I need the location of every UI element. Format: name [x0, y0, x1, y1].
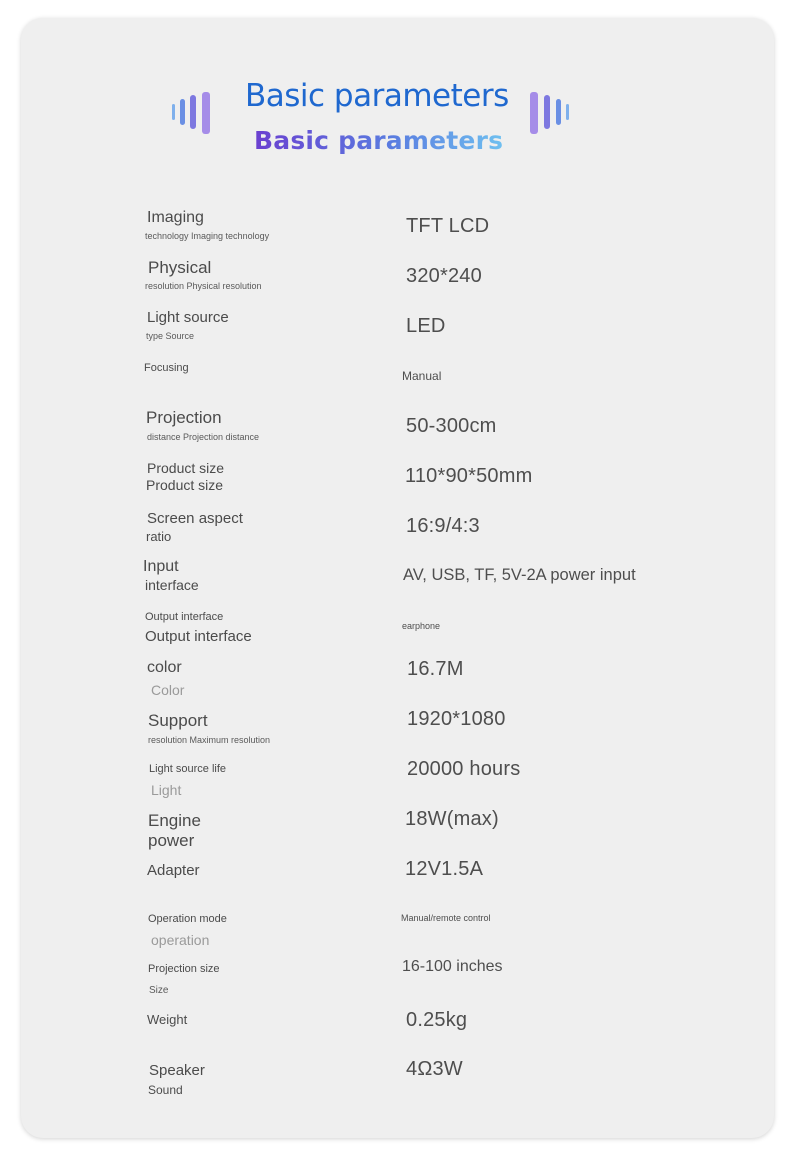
header: [0, 0, 800, 170]
param-value: 320*240: [406, 265, 482, 287]
param-sublabel: Product size: [146, 477, 224, 493]
param-sublabel: type Source: [146, 331, 195, 341]
param-label: Imaging: [147, 209, 204, 226]
param-sublabel: Light: [151, 782, 182, 798]
param-value: Manual/remote control: [401, 913, 491, 923]
param-label: Operation mode: [148, 913, 227, 925]
param-label: Product size: [147, 460, 225, 476]
param-label: Input: [143, 558, 179, 575]
param-value: 16:9/4:3: [406, 515, 480, 537]
parameters-card: [21, 18, 774, 1138]
param-label: Weight: [147, 1012, 188, 1027]
param-sublabel: operation: [151, 932, 210, 948]
param-label: Light source: [147, 309, 229, 326]
param-value: 4Ω3W: [406, 1058, 463, 1080]
param-sublabel: technology Imaging technology: [145, 231, 270, 241]
param-value: 50-300cm: [406, 415, 497, 437]
param-label: color: [147, 659, 182, 676]
param-value: earphone: [402, 621, 441, 631]
param-sublabel: Output interface: [145, 628, 252, 645]
param-value: 20000 hours: [407, 758, 521, 780]
param-value: 16-100 inches: [402, 958, 503, 975]
param-sublabel: resolution Maximum resolution: [148, 735, 271, 745]
left-bars-icon: [172, 90, 222, 134]
param-value: 12V1.5A: [405, 858, 484, 880]
param-label: Light source life: [149, 763, 227, 775]
param-value: 16.7M: [407, 658, 464, 680]
param-sublabel: power: [148, 831, 195, 850]
page-subtitle: Basic parameters: [254, 126, 504, 155]
param-value: LED: [406, 315, 446, 337]
param-value: Manual: [402, 369, 442, 383]
right-bars-icon: [530, 90, 580, 134]
param-label: Physical: [148, 258, 212, 277]
param-sublabel: interface: [145, 577, 199, 593]
param-value: 0.25kg: [406, 1009, 468, 1031]
param-sublabel: ratio: [146, 529, 172, 544]
param-sublabel: Sound: [148, 1083, 183, 1097]
param-label: Support: [148, 711, 208, 730]
param-sublabel: resolution Physical resolution: [145, 281, 262, 291]
param-label: Engine: [148, 811, 201, 830]
param-label: Adapter: [147, 862, 200, 879]
param-label: Projection size: [148, 963, 220, 975]
param-value: AV, USB, TF, 5V-2A power input: [403, 566, 636, 584]
param-value: 18W(max): [405, 808, 499, 830]
param-sublabel: distance Projection distance: [147, 432, 260, 442]
param-label: Projection: [146, 408, 222, 427]
param-value: TFT LCD: [406, 215, 490, 237]
param-value: 1920*1080: [407, 708, 506, 730]
param-label: Screen aspect: [147, 510, 243, 527]
param-value: 110*90*50mm: [405, 465, 533, 487]
param-label: Focusing: [144, 362, 189, 374]
param-label: Output interface: [145, 611, 224, 623]
param-label: Speaker: [149, 1062, 205, 1079]
page-title: Basic parameters: [245, 78, 509, 114]
param-sublabel: Size: [149, 985, 169, 996]
param-sublabel: Color: [151, 682, 185, 698]
